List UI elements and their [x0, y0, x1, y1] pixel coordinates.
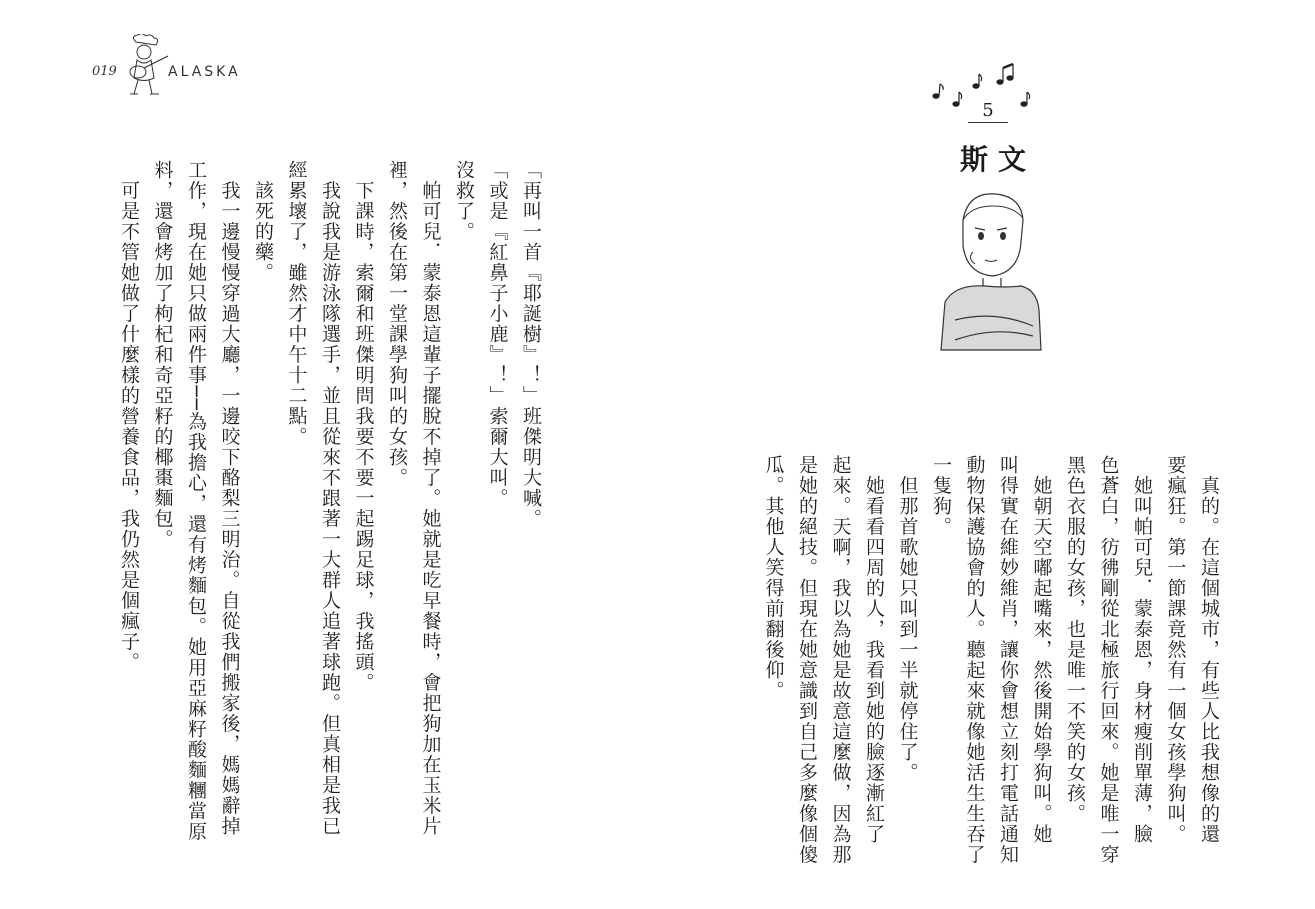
left-page-body-text: 「再叫一首『耶誕樹』！」班傑明大喊。 「或是『紅鼻子小鹿』！」索爾大叫。 沒救了。 帕可兒．蒙泰恩這輩子擺脫不掉了。她就是吃早餐時，會把狗加在玉米片 裡，然後在第一堂課學狗叫的女孩。 下課時，索爾和班傑明問我要不要一起踢足球，我搖頭。 我說我是游泳隊選手，並且從來不跟著一大群人追著球跑。但真相是我已 經累壞了，雖然才中午十二點。 該死的藥。 我一邊慢慢穿過大廳，一邊咬下酪梨三明治。自從我們搬家後，媽媽辭掉 工作，現在她只做兩件事──為我擔心，還有烤麵包。她用亞麻籽酸麵糰當原 料，還會烤加了枸杞和奇亞籽的椰棗麵包。 可是不管她做了什麼樣的營養食品，我仍然是個瘋子。 [118, 160, 542, 842]
running-head [92, 34, 252, 104]
right-page-body-text: 真的。在這個城市，有些人比我想像的還 要瘋狂。第一節課竟然有一個女孩學狗叫。 她叫帕可兒．蒙泰恩，身材瘦削單薄，臉 色蒼白，彷彿剛從北極旅行回來。她是唯一穿 黑色衣服的女孩，也是唯一不笑的女孩。 她朝天空嘟起嘴來，然後開始學狗叫。她 叫得實在維妙維肖，讓你會想立刻打電話通知 動物保護協會的人。聽起來就像她活生生吞了 一隻狗。 但那首歌她只叫到一半就停住了。 她看看四周的人，我看到她的臉逐漸紅了 起來。天啊，我以為她是故意這麼做，因為那 是她的絕技。但現在她意識到自己多麼像個傻 瓜。其他人笑得前翻後仰。 [762, 455, 1220, 865]
page-number: 019 [92, 64, 117, 79]
chef-guitar-icon [122, 34, 172, 98]
right-page [658, 0, 1315, 909]
left-page [0, 0, 657, 909]
boy-crossed-arms-illustration [933, 190, 1048, 355]
chapter-title: 斯文 [959, 143, 1036, 176]
chapter-number: 5 [968, 100, 1008, 123]
running-title: ALASKA [168, 64, 241, 80]
